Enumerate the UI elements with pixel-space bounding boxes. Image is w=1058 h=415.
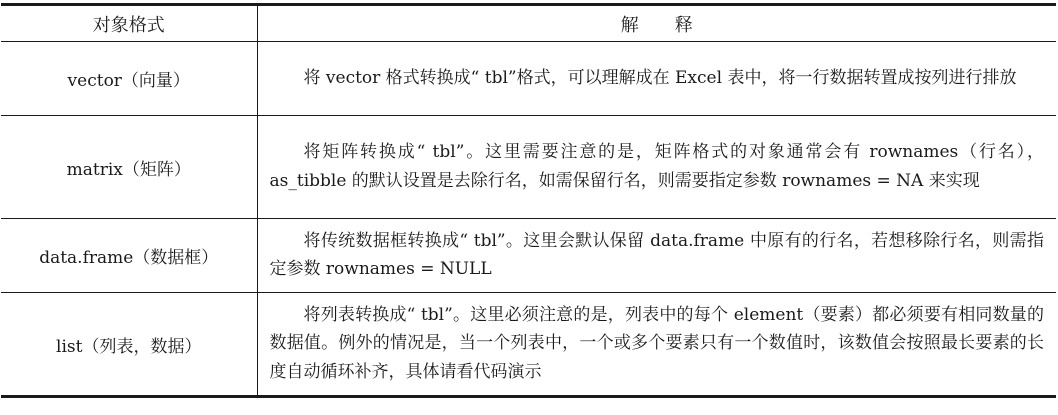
row-description-text: 将矩阵转换成“ tbl”。这里需要注意的是，矩阵格式的对象通常会有 rownames（行名），as_tibble 的默认设置是去除行名，如需保留行名，则需要指定参数 rownames = NA 来实现 — [269, 142, 1044, 191]
row-description-text: 将传统数据框转换成“ tbl”。这里会默认保留 data.frame 中原有的行名，若想移除行名，则需指定参数 rownames = NULL — [269, 230, 1044, 279]
conversion-table — [1, 3, 1056, 398]
table-row-matrix — [1, 116, 1056, 219]
header-explanation — [257, 5, 1056, 42]
row-description-text: 将 vector 格式转换成“ tbl”格式，可以理解成在 Excel 表中，将一行数据转置成按列进行排放 — [303, 67, 1017, 88]
header-object-format: 对象格式 — [1, 5, 257, 42]
row-description-cell — [257, 219, 1056, 293]
row-description-cell — [257, 293, 1056, 397]
row-type-cell: matrix（矩阵） — [1, 116, 257, 219]
row-description-cell — [257, 42, 1056, 116]
row-type-cell: vector（向量） — [1, 42, 257, 116]
header-explanation-label: 解释 — [620, 14, 729, 36]
row-type-cell: list（列表，数据） — [1, 293, 257, 397]
row-type-cell: data.frame（数据框） — [1, 219, 257, 293]
table-header-row — [1, 5, 1056, 42]
table-row-vector — [1, 42, 1056, 116]
table-row-data-frame — [1, 219, 1056, 293]
row-description-cell — [257, 116, 1056, 219]
table-row-list — [1, 293, 1056, 397]
row-description-text: 将列表转换成“ tbl”。这里必须注意的是，列表中的每个 element（要素）都必须要有相同数量的数据值。例外的情况是，当一个列表中，一个或多个要素只有一个数值时，该数值会按照最长要素的长度自动循环补齐，具体请看代码演示 — [269, 304, 1044, 382]
